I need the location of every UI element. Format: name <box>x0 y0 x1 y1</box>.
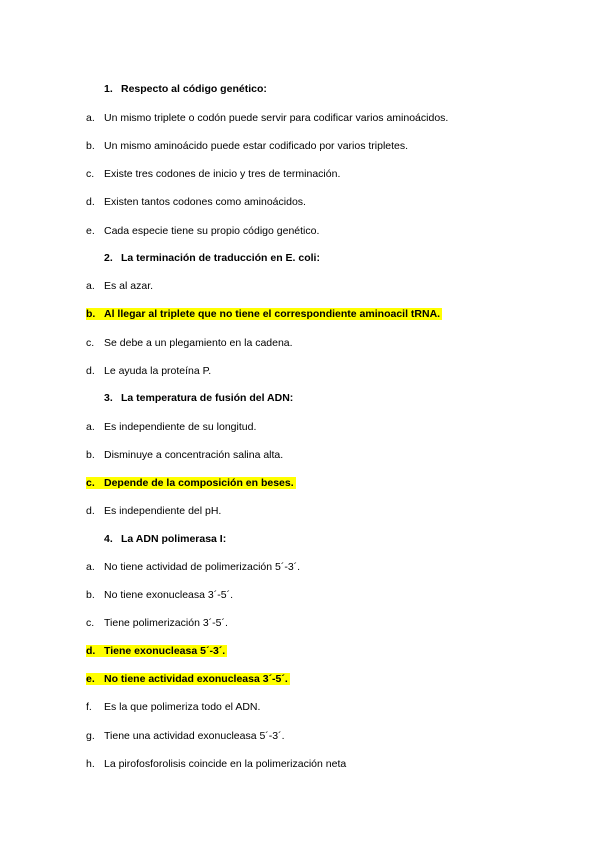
option-letter: d. <box>86 196 95 208</box>
answer-option-correct <box>86 642 227 660</box>
option-letter: d. <box>86 505 95 517</box>
question-title-text: La terminación de traducción en E. coli: <box>121 252 320 264</box>
answer-option <box>86 502 221 520</box>
correct-answer-highlight <box>86 308 442 320</box>
question-title <box>104 80 267 98</box>
answer-option <box>86 614 228 632</box>
answer-option <box>86 193 306 211</box>
option-letter: a. <box>86 561 95 573</box>
answer-option <box>86 418 256 436</box>
option-text: No tiene actividad de polimerización 5´-3´. <box>104 561 301 573</box>
option-letter: h. <box>86 758 95 770</box>
answer-option-correct <box>86 670 290 688</box>
question-number: 1. <box>104 83 113 95</box>
option-text: Un mismo triplete o codón puede servir para codificar varios aminoácidos. <box>104 112 449 124</box>
option-text: Existe tres codones de inicio y tres de terminación. <box>104 168 341 180</box>
option-text: Es la que polimeriza todo el ADN. <box>104 701 261 713</box>
option-text: Le ayuda la proteína P. <box>104 365 212 377</box>
option-text: Es independiente de su longitud. <box>104 421 257 433</box>
option-text: Depende de la composición en beses. <box>104 477 294 489</box>
option-letter: c. <box>86 168 95 180</box>
option-letter: e. <box>86 225 95 237</box>
question-title-text: La ADN polimerasa I: <box>121 533 227 545</box>
correct-answer-highlight <box>86 645 227 657</box>
correct-answer-highlight <box>86 673 290 685</box>
answer-option-correct <box>86 474 296 492</box>
option-text: Existen tantos codones como aminoácidos. <box>104 196 306 208</box>
option-text: Es independiente del pH. <box>104 505 222 517</box>
option-text: Tiene polimerización 3´-5´. <box>104 617 228 629</box>
option-letter: a. <box>86 421 95 433</box>
option-letter: d. <box>86 365 95 377</box>
answer-option <box>86 362 211 380</box>
option-letter: c. <box>86 477 95 489</box>
option-letter: b. <box>86 308 96 320</box>
answer-option <box>86 277 153 295</box>
option-letter: e. <box>86 673 95 685</box>
option-text: No tiene actividad exonucleasa 3´-5´. <box>104 673 288 685</box>
answer-option-correct <box>86 305 442 323</box>
question-title-text: Respecto al código genético: <box>121 83 267 95</box>
question-number: 3. <box>104 392 113 404</box>
question-title-text: La temperatura de fusión del ADN: <box>121 392 294 404</box>
option-text: Un mismo aminoácido puede estar codificado por varios tripletes. <box>104 140 409 152</box>
option-letter: d. <box>86 645 96 657</box>
question-number: 2. <box>104 252 113 264</box>
question-title <box>104 530 226 548</box>
answer-option <box>86 109 448 127</box>
question-number: 4. <box>104 533 113 545</box>
option-text: Tiene una actividad exonucleasa 5´-3´. <box>104 730 285 742</box>
option-letter: c. <box>86 617 95 629</box>
answer-option <box>86 446 283 464</box>
option-text: Disminuye a concentración salina alta. <box>104 449 284 461</box>
option-text: No tiene exonucleasa 3´-5´. <box>104 589 233 601</box>
option-text: Cada especie tiene su propio código genético. <box>104 225 320 237</box>
option-letter: f. <box>86 701 92 713</box>
correct-answer-highlight <box>86 477 296 489</box>
answer-option <box>86 222 319 240</box>
option-letter: b. <box>86 140 95 152</box>
option-letter: a. <box>86 112 95 124</box>
question-title <box>104 389 293 407</box>
answer-option <box>86 137 408 155</box>
option-text: La pirofosforolisis coincide en la polimerización neta <box>104 758 347 770</box>
answer-option <box>86 165 340 183</box>
option-text: Se debe a un plegamiento en la cadena. <box>104 337 293 349</box>
answer-option <box>86 334 293 352</box>
option-text: Tiene exonucleasa 5´-3´. <box>104 645 226 657</box>
option-letter: c. <box>86 337 95 349</box>
answer-option <box>86 558 300 576</box>
option-letter: a. <box>86 280 95 292</box>
option-letter: b. <box>86 589 95 601</box>
question-title <box>104 249 320 267</box>
answer-option <box>86 755 346 773</box>
option-letter: b. <box>86 449 95 461</box>
answer-option <box>86 727 285 745</box>
option-text: Es al azar. <box>104 280 154 292</box>
option-letter: g. <box>86 730 95 742</box>
answer-option <box>86 586 233 604</box>
option-text: Al llegar al triplete que no tiene el correspondiente aminoacil tRNA. <box>104 308 441 320</box>
answer-option <box>86 698 260 716</box>
